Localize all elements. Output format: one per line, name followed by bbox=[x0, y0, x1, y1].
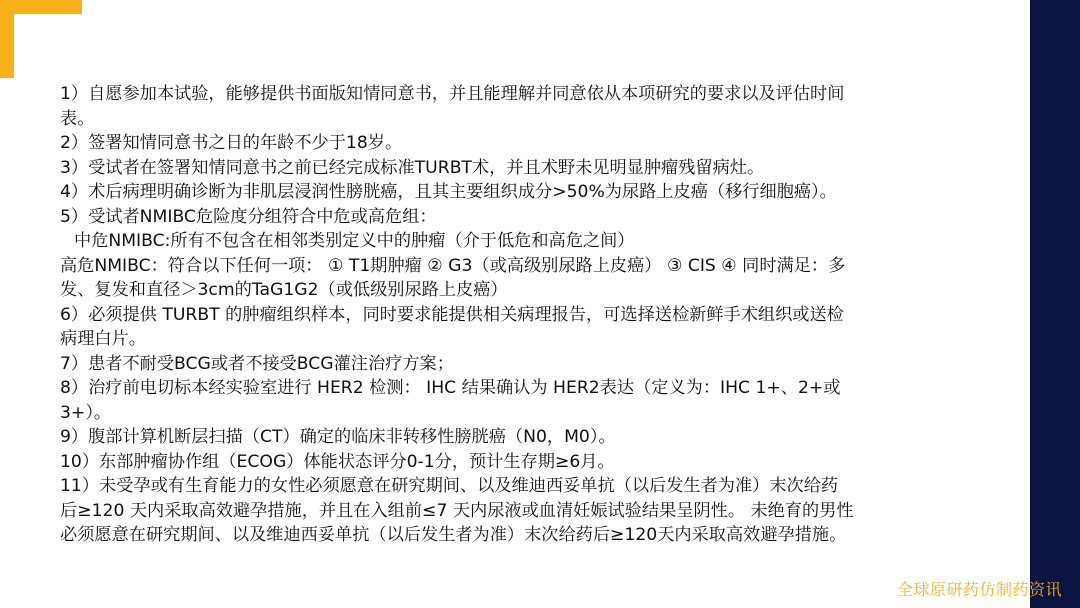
criteria-line: 表。 bbox=[60, 108, 95, 129]
criteria-line: 7）患者不耐受BCG或者不接受BCG灌注治疗方案； bbox=[60, 353, 454, 374]
criteria-line: 后≥120 天内采取高效避孕措施，并且在入组前≤7 天内尿液或血清妊娠试验结果呈阴性。 未绝育的男性 bbox=[60, 500, 854, 521]
criteria-line: 2）签署知情同意书之日的年龄不少于18岁。 bbox=[60, 133, 403, 153]
criteria-line: 3）受试者在签署知情同意书之前已经完成标准TURBT术，并且术野未见明显肿瘤残留病灶。 bbox=[60, 157, 765, 178]
criteria-line: 1）自愿参加本试验，能够提供书面版知情同意书，并且能理解并同意依从本项研究的要求以及评估时间 bbox=[60, 84, 845, 104]
criteria-line: 病理白片。 bbox=[60, 329, 146, 349]
criteria-line: 高危NMIBC：符合以下任何一项： ① T1期肿瘤 ② G3（或高级别尿路上皮癌） ③ CIS ④ 同时满足：多 bbox=[60, 255, 846, 276]
criteria-line: 10）东部肿瘤协作组（ECOG）体能状态评分0-1分，预计生存期≥6月。 bbox=[60, 451, 615, 472]
criteria-line: 11）未受孕或有生育能力的女性必须愿意在研究期间、以及维迪西妥单抗（以后发生者为准）末次给药 bbox=[60, 476, 839, 496]
criteria-line: 中危NMIBC:所有不包含在相邻类别定义中的肿瘤（介于低危和高危之间） bbox=[74, 231, 635, 251]
inclusion-criteria-text bbox=[60, 82, 995, 548]
criteria-line: 3+）。 bbox=[60, 402, 112, 423]
criteria-line: 6）必须提供 TURBT 的肿瘤组织样本，同时要求能提供相关病理报告，可选择送检新鲜手术组织或送检 bbox=[60, 304, 844, 325]
criteria-line: 4）术后病理明确诊断为非肌层浸润性膀胱癌，且其主要组织成分>50%为尿路上皮癌（移行细胞癌）。 bbox=[60, 182, 837, 202]
criteria-line: 8）治疗前电切标本经实验室进行 HER2 检测： IHC 结果确认为 HER2表达（定义为：IHC 1+、2+或 bbox=[60, 378, 841, 398]
right-navy-band bbox=[1030, 0, 1080, 608]
source-watermark: 全球原研药仿制药资讯 bbox=[896, 580, 1062, 599]
criteria-line: 5）受试者NMIBC危险度分组符合中危或高危组： bbox=[60, 206, 437, 227]
criteria-line: 必须愿意在研究期间、以及维迪西妥单抗（以后发生者为准）末次给药后≥120天内采取高效避孕措施。 bbox=[60, 525, 847, 545]
corner-accent-left bbox=[0, 0, 14, 78]
criteria-line: 发、复发和直径＞3cm的TaG1G2（或低级别尿路上皮癌） bbox=[60, 280, 508, 300]
criteria-line: 9）腹部计算机断层扫描（CT）确定的临床非转移性膀胱癌（N0，M0）。 bbox=[60, 427, 616, 447]
